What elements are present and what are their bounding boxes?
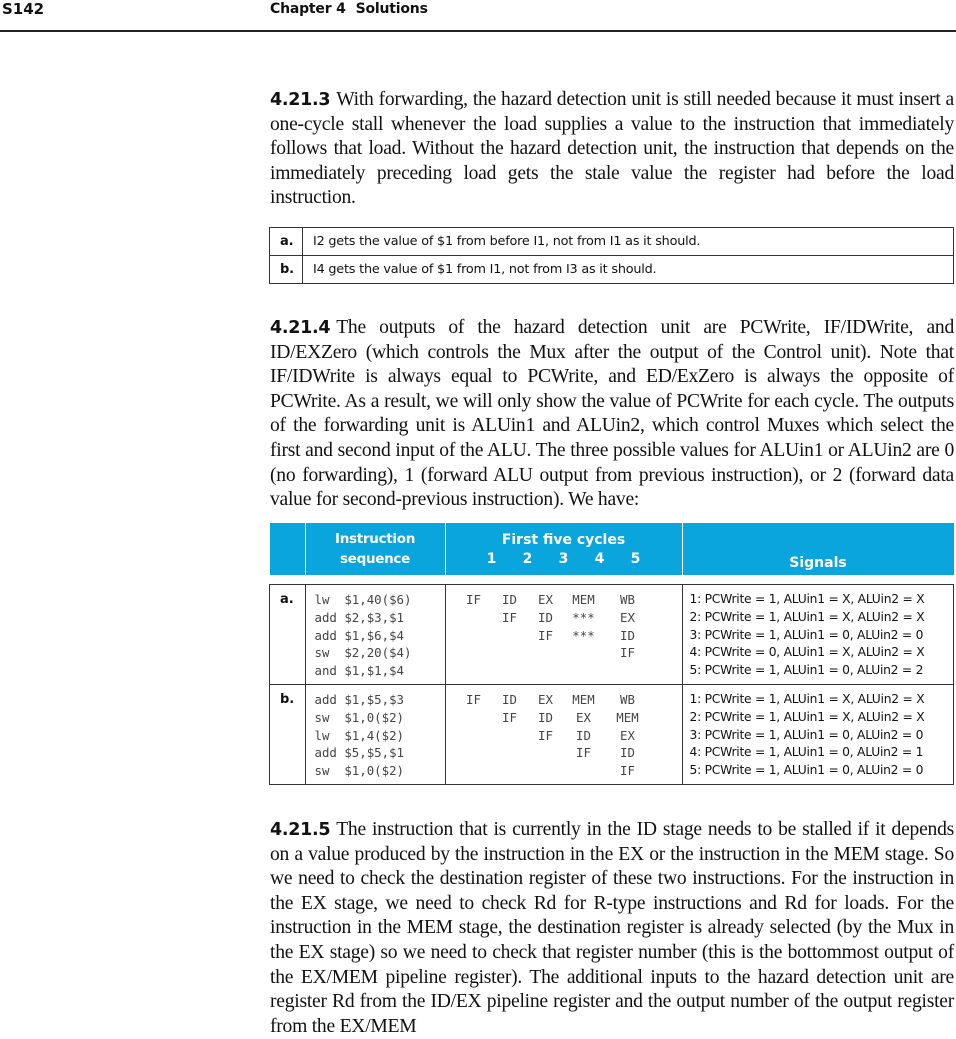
instruction-sequence — [305, 684, 445, 784]
header-cycle-numbers — [474, 551, 654, 567]
section-4-21-4 — [270, 316, 954, 513]
section-4-21-3 — [270, 88, 954, 211]
instruction-line: add $1,$6,$4 — [314, 627, 405, 643]
section-text: The outputs of the hazard detection unit are PCWrite, IF/IDWrite, and ID/EXZero (which controls the Mux after the output of the Control unit). Note that IF/IDWrite is always equal to PCWrite, and ED/ExZero is always the opposite of PCWrite. As a result, we will only show the value of PCWrite for each cycle. The outputs of the forwarding unit is ALUin1 and ALUin2, which control Muxes which select the first and second input of the ALU. The three possible values for ALUin1 or ALUin2 are 0 (no forwarding), 1 (forward ALU output from previous instruction), or 2 (forward data value for second-previous instruction). We have: — [270, 317, 954, 511]
stage-label: ID — [620, 627, 635, 643]
cycle-line — [446, 662, 682, 680]
header-cycles — [445, 523, 682, 575]
cycle-line — [446, 627, 682, 645]
instruction-line: sw $1,0($2) — [314, 763, 405, 779]
stage-label: IF — [466, 691, 481, 707]
section-text: With forwarding, the hazard detection unit is still needed because it must insert a one-cycle stall whenever the load supplies a value to the instruction that immediately follows that load. Without the hazard detection unit, the instruction that depends on the immediately preceding load gets the stale value the register had before the load instruction. — [270, 89, 954, 209]
signals-list — [682, 684, 954, 784]
header-sequence: Instruction sequence — [305, 523, 445, 575]
instruction-line: lw $1,4($2) — [314, 727, 405, 743]
cycle-line — [446, 691, 682, 709]
signal-line: 2: PCWrite = 1, ALUin1 = X, ALUin2 = X — [689, 709, 925, 724]
row-label: a. — [270, 228, 303, 256]
row-label: a. — [270, 585, 306, 685]
stage-label: *** — [572, 609, 595, 625]
pipeline-cycles — [445, 684, 682, 784]
stage-label: IF — [620, 763, 635, 779]
signal-line: 1: PCWrite = 1, ALUin1 = X, ALUin2 = X — [689, 691, 925, 706]
header-spacer — [270, 575, 954, 585]
cycle-number: 2 — [522, 550, 533, 567]
table-row — [270, 684, 954, 784]
section-text: The instruction that is currently in the ID stage needs to be stalled if it depends on a value produced by the instruction in the EX or the instruction in the MEM stage. So we need to check the destination register of these two instructions. For the instruction in the EX stage, we need to check Rd for R-type instructions and Rd for loads. For the instruction in the MEM stage, the destination register is already selected (by the Mux in the EX stage) so we need to check that register number (this is the bottommost output of the EX/MEM pipeline register). The additional inputs to the hazard detection unit are register Rd from the ID/EX pipeline register and the output number of the output register from the EX/MEM — [270, 819, 954, 1037]
instruction-line: add $5,$5,$1 — [314, 745, 405, 761]
instruction-line: add $2,$3,$1 — [314, 609, 405, 625]
section-number: 4.21.5 — [270, 820, 331, 840]
signal-line: 5: PCWrite = 1, ALUin1 = 0, ALUin2 = 2 — [689, 663, 924, 678]
stage-label: IF — [502, 709, 517, 725]
stage-label: ID — [576, 727, 591, 743]
page-number: S142 — [2, 0, 45, 18]
signal-line: 4: PCWrite = 0, ALUin1 = X, ALUin2 = X — [689, 645, 925, 660]
row-text: I4 gets the value of $1 from I1, not from I3 as it should. — [303, 256, 954, 284]
pipeline-cycles — [445, 585, 682, 685]
stage-label: WB — [620, 691, 635, 707]
instruction-line: and $1,$1,$4 — [314, 663, 405, 679]
section-4-21-5 — [270, 818, 954, 1039]
signal-line: 3: PCWrite = 1, ALUin1 = 0, ALUin2 = 0 — [689, 627, 924, 642]
chapter-label: Chapter 4 — [270, 1, 346, 17]
header-blank — [270, 523, 306, 575]
running-head — [270, 1, 428, 17]
stage-label: EX — [576, 709, 591, 725]
stage-label: IF — [502, 609, 517, 625]
signal-line: 1: PCWrite = 1, ALUin1 = X, ALUin2 = X — [689, 592, 925, 606]
stage-label: ID — [620, 745, 635, 761]
header-cycles-title: First five cycles — [501, 531, 626, 548]
stage-label: EX — [620, 727, 635, 743]
instruction-line: add $1,$5,$3 — [314, 691, 405, 707]
instruction-line: sw $2,20($4) — [314, 645, 412, 661]
stage-label: IF — [538, 727, 553, 743]
stage-label: IF — [620, 645, 635, 661]
stage-label: WB — [620, 592, 635, 607]
stage-label: IF — [538, 627, 553, 643]
table-row — [270, 228, 954, 256]
cycle-line — [446, 744, 682, 762]
signal-line: 5: PCWrite = 1, ALUin1 = 0, ALUin2 = 0 — [689, 763, 924, 778]
stage-label: EX — [538, 691, 553, 707]
chapter-title: Solutions — [355, 1, 428, 17]
cycle-number: 1 — [486, 550, 497, 567]
cycle-line — [446, 644, 682, 662]
instruction-sequence — [305, 585, 445, 685]
stage-label: *** — [572, 627, 595, 643]
stage-label: ID — [538, 609, 553, 625]
stale-value-table — [269, 227, 954, 284]
instruction-line: sw $1,0($2) — [314, 709, 405, 725]
instruction-line: lw $1,40($6) — [314, 592, 412, 607]
section-number: 4.21.4 — [270, 318, 331, 338]
stage-label: ID — [502, 592, 517, 607]
stage-label: MEM — [572, 592, 595, 607]
stage-label: EX — [538, 592, 553, 607]
stage-label: MEM — [572, 691, 595, 707]
header-signals: Signals — [682, 523, 954, 575]
cycle-number: 4 — [594, 550, 605, 567]
stage-label: EX — [620, 609, 635, 625]
signals-list — [682, 585, 954, 685]
stage-label: ID — [502, 691, 517, 707]
cycle-line — [446, 762, 682, 780]
signal-line: 3: PCWrite = 1, ALUin1 = 0, ALUin2 = 0 — [689, 727, 924, 742]
table-row — [270, 256, 954, 284]
stage-label: MEM — [616, 709, 639, 725]
section-number: 4.21.3 — [270, 90, 331, 110]
page-header — [0, 0, 956, 32]
cycle-number: 3 — [558, 550, 569, 567]
table-header-row — [270, 523, 954, 575]
cycle-line — [446, 709, 682, 727]
row-label: b. — [270, 684, 306, 784]
cycle-line — [446, 609, 682, 627]
signal-line: 4: PCWrite = 1, ALUin1 = 0, ALUin2 = 1 — [689, 745, 924, 760]
signal-line: 2: PCWrite = 1, ALUin1 = X, ALUin2 = X — [689, 609, 925, 624]
row-text: I2 gets the value of $1 from before I1, not from I1 as it should. — [303, 228, 954, 256]
cycle-number: 5 — [630, 550, 641, 567]
table-row — [270, 585, 954, 685]
row-label: b. — [270, 256, 303, 284]
cycle-line — [446, 727, 682, 745]
stage-label: ID — [538, 709, 553, 725]
stage-label: IF — [576, 745, 591, 761]
stage-label: IF — [466, 592, 481, 607]
pipeline-signals-table — [269, 523, 954, 785]
cycle-line — [446, 591, 682, 609]
